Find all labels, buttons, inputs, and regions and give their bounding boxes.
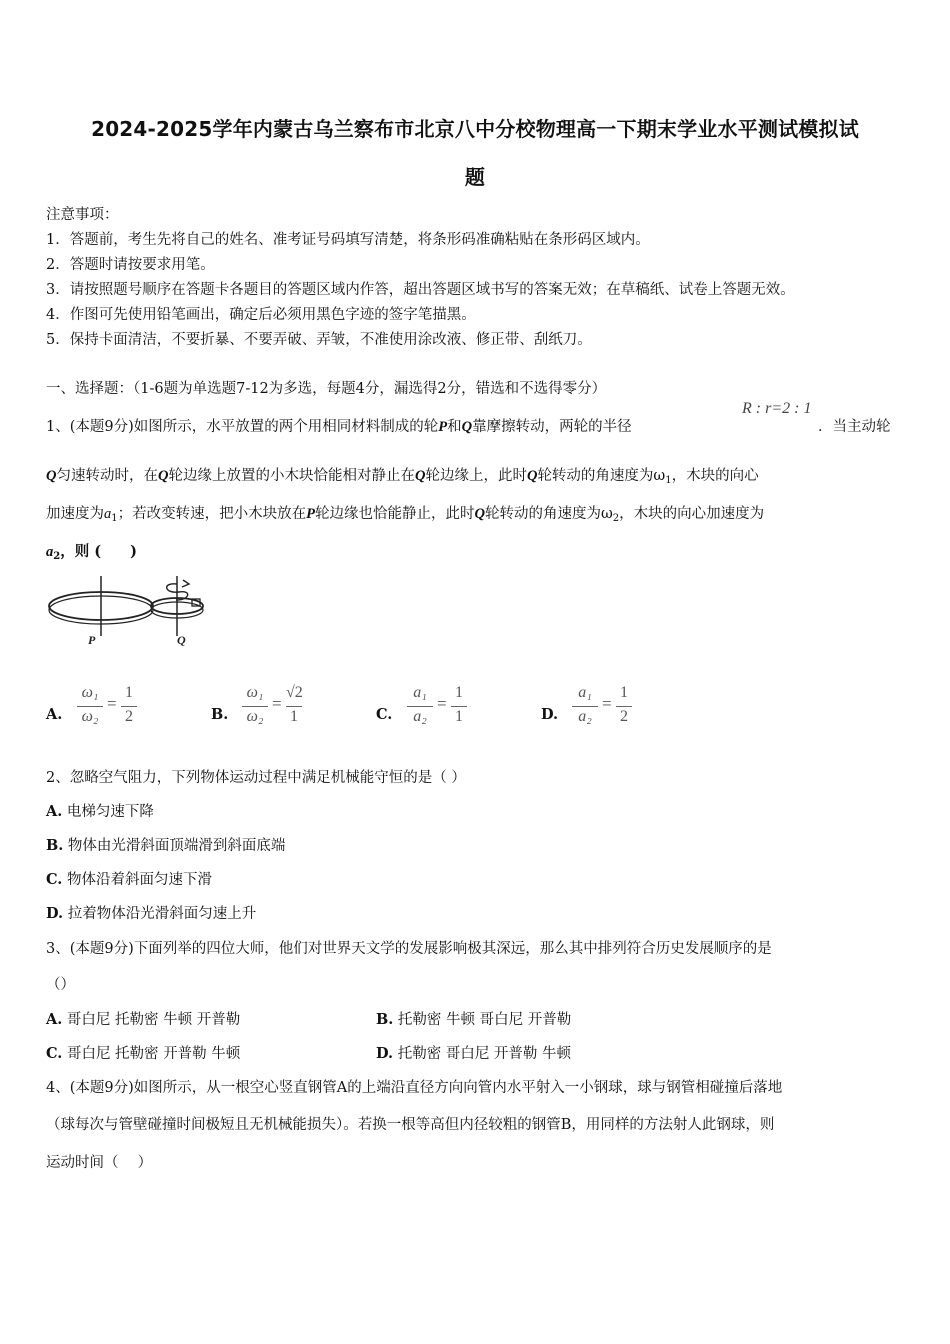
formula-numerator: a₁ <box>578 684 592 701</box>
q3-stem-2: （） <box>46 977 75 993</box>
formula-bar <box>242 706 268 707</box>
q1-line-2: Q匀速转动时，在Q轮边缘上放置的小木块恰能相对静止在Q轮边缘上，此时Q轮转动的角速度为$\omega_1$，木块的向心 <box>46 468 759 486</box>
fig-label-q: Q <box>177 633 186 647</box>
q2-option-d[interactable]: D. 拉着物体沿光滑斜面匀速上升 <box>46 905 257 922</box>
formula-equals: = <box>437 694 447 713</box>
q2-option-c[interactable]: C. 物体沿着斜面匀速下滑 <box>46 871 212 888</box>
formula-numerator: a₁ <box>413 684 427 701</box>
formula-rhs-bar <box>616 706 632 707</box>
formula-rhs-bar <box>451 706 467 707</box>
formula-rhs-denominator: 1 <box>455 708 463 725</box>
formula-rhs-denominator: 2 <box>620 708 628 725</box>
formula-equals: = <box>602 694 612 713</box>
formula-equals: = <box>107 694 117 713</box>
page-title-cont: 题 <box>464 165 486 189</box>
formula-rhs-numerator: 1 <box>620 684 628 701</box>
formula-rhs-numerator: 1 <box>455 684 463 701</box>
q3-option-d[interactable]: D. 托勒密 哥白尼 开普勒 牛顿 <box>376 1045 572 1062</box>
formula-denominator: a₂ <box>413 708 427 725</box>
formula-rhs-numerator: 1 <box>125 684 133 701</box>
q1-line-4: $a_2$，则 ( ) <box>46 543 137 562</box>
formula-equals: = <box>272 694 282 713</box>
formula-rhs-denominator: 1 <box>290 708 298 725</box>
q4-line-2: （球每次与管壁碰撞时间极短且无机械能损失）。若换一根等高但内径较粗的钢管B，用同样的方法射人此钢球，则 <box>46 1117 775 1133</box>
q1-wheels-figure <box>44 570 209 650</box>
formula-numerator: ω₁ <box>246 684 264 701</box>
formula-denominator: ω₂ <box>246 708 264 725</box>
notice-item-5: 5．保持卡面清洁，不要折暴、不要弄破、弄皱，不准使用涂改液、修正带、刮纸刀。 <box>46 332 592 348</box>
formula-rhs-numerator: √2 <box>286 684 303 701</box>
q1-option-label-3[interactable]: D. <box>541 706 559 723</box>
q3-stem-1: 3、(本题9分)下面列举的四位大师，他们对世界天文学的发展影响极其深远，那么其中排列符合历史发展顺序的是 <box>46 941 772 957</box>
q2-stem: 2、忽略空气阻力，下列物体运动过程中满足机械能守恒的是（ ） <box>46 770 466 786</box>
notice-item-4: 4．作图可先使用铅笔画出，确定后必须用黑色字迹的签字笔描黑。 <box>46 307 476 323</box>
formula-rhs-bar <box>286 706 302 707</box>
notice-item-2: 2．答题时请按要求用笔。 <box>46 257 215 273</box>
section-heading: 一、选择题：（1-6题为单选题7-12为多选，每题4分，漏选得2分，错选和不选得零分） <box>46 381 607 397</box>
q3-option-b[interactable]: B. 托勒密 牛顿 哥白尼 开普勒 <box>376 1011 572 1028</box>
q2-option-b[interactable]: B. 物体由光滑斜面顶端滑到斜面底端 <box>46 837 286 854</box>
formula-denominator: ω₂ <box>81 708 99 725</box>
formula-rhs-denominator: 2 <box>125 708 133 725</box>
formula-denominator: a₂ <box>578 708 592 725</box>
q1-option-label-0[interactable]: A. <box>46 706 63 723</box>
formula-bar <box>407 706 433 707</box>
q3-option-c[interactable]: C. 哥白尼 托勒密 开普勒 牛顿 <box>46 1045 241 1062</box>
formula-bar <box>572 706 598 707</box>
q4-line-3: 运动时间（ ） <box>46 1155 153 1171</box>
fig-label-p: P <box>88 633 96 647</box>
notice-heading: 注意事项： <box>46 207 119 223</box>
q2-option-a[interactable]: A. 电梯匀速下降 <box>46 803 154 820</box>
q1-line-1: 1、(本题9分)如图所示，水平放置的两个用相同材料制成的轮P和Q靠摩擦转动，两轮的半径 <box>46 419 632 435</box>
q1-line-3: 加速度为$a_1$；若改变转速，把小木块放在P轮边缘也恰能静止，此时Q轮转动的角速度为$\omega_2$，木块的向心加速度为 <box>46 506 765 524</box>
notice-item-1: 1．答题前，考生先将自己的姓名、准考证号码填写清楚，将条形码准确粘贴在条形码区域内。 <box>46 232 650 248</box>
formula-rhs-bar <box>121 706 137 707</box>
page-title: 2024-2025学年内蒙古乌兰察布市北京八中分校物理高一下期末学业水平测试模拟试 <box>91 117 859 141</box>
q1-option-label-1[interactable]: B. <box>211 706 229 723</box>
formula-bar <box>77 706 103 707</box>
q4-line-1: 4、(本题9分)如图所示，从一根空心竖直钢管A的上端沿直径方向向管内水平射入一小钢球，球与钢管相碰撞后落地 <box>46 1080 783 1096</box>
q1-line-1-end: ．当主动轮 <box>818 419 891 435</box>
q3-option-a[interactable]: A. 哥白尼 托勒密 牛顿 开普勒 <box>46 1011 241 1028</box>
notice-item-3: 3．请按照题号顺序在答题卡各题目的答题区域内作答，超出答题区域书写的答案无效；在草稿纸、试卷上答题无效。 <box>46 282 795 298</box>
formula-numerator: ω₁ <box>81 684 99 701</box>
q1-radius-ratio: R : r=2 : 1 <box>742 400 812 417</box>
q1-option-label-2[interactable]: C. <box>376 706 393 723</box>
